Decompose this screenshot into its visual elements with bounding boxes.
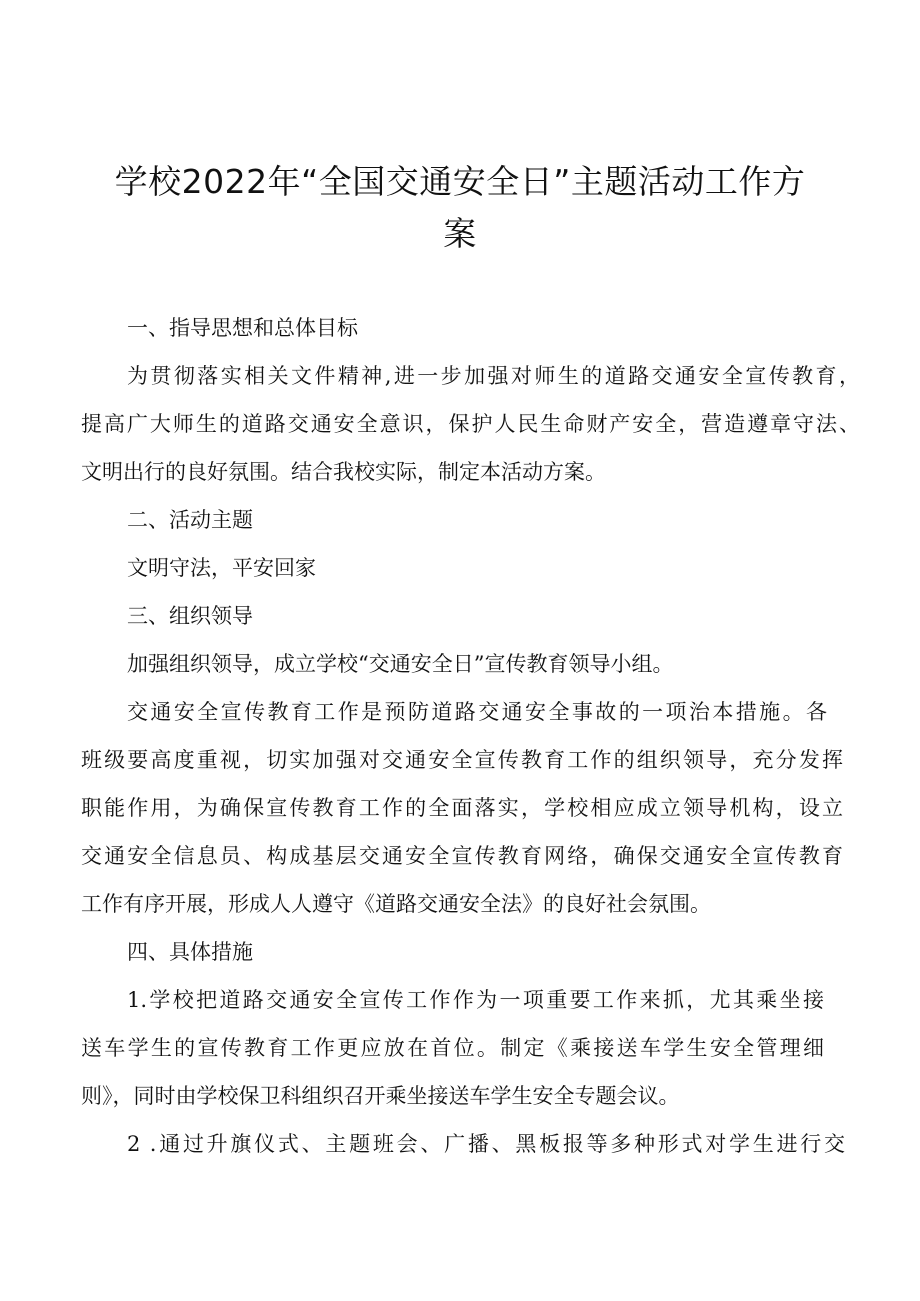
paragraph-line: 职能作用，为确保宣传教育工作的全面落实，学校相应成立领导机构，设立 <box>81 796 843 820</box>
paragraph-line: 则》，同时由学校保卫科组织召开乘坐接送车学生安全专题会议。 <box>81 1084 680 1108</box>
paragraph-line: 1.学校把道路交通安全宣传工作作为一项重要工作来抓，尤其乘坐接 <box>127 988 824 1012</box>
paragraph-line: 工作有序开展，形成人人遵守《道路交通安全法》的良好社会氛围。 <box>81 892 711 916</box>
title-line-2: 案 <box>443 214 477 253</box>
title-line-1: 学校2022年“全国交通安全日”主题活动工作方 <box>114 162 806 201</box>
paragraph-line: 交通安全信息员、构成基层交通安全宣传教育网络，确保交通安全宣传教育 <box>81 844 843 868</box>
paragraph-line: 提高广大师生的道路交通安全意识，保护人民生命财产安全，营造遵章守法、 <box>81 412 860 436</box>
section-heading-1: 一、指导思想和总体目标 <box>127 316 358 340</box>
paragraph-line: 班级要高度重视，切实加强对交通安全宣传教育工作的组织领导，充分发挥 <box>81 748 843 772</box>
section-heading-3: 三、组织领导 <box>127 604 253 628</box>
section-heading-2: 二、活动主题 <box>127 508 253 532</box>
document-title <box>60 156 860 260</box>
paragraph-line: 交通安全宣传教育工作是预防道路交通安全事故的一项治本措施。各 <box>127 700 827 724</box>
paragraph-line: 送车学生的宣传教育工作更应放在首位。制定《乘接送车学生安全管理细 <box>81 1036 824 1060</box>
section-heading-4: 四、具体措施 <box>127 940 253 964</box>
paragraph-line: 加强组织领导，成立学校“交通安全日”宣传教育领导小组。 <box>127 652 674 676</box>
paragraph-line: 文明守法，平安回家 <box>127 556 316 580</box>
paragraph-line: 2 .通过升旗仪式、主题班会、广播、黑板报等多种形式对学生进行交 <box>127 1132 845 1156</box>
paragraph-line: 文明出行的良好氛围。结合我校实际，制定本活动方案。 <box>81 460 606 484</box>
paragraph-line: 为贯彻落实相关文件精神,进一步加强对师生的道路交通安全宣传教育， <box>127 364 860 388</box>
